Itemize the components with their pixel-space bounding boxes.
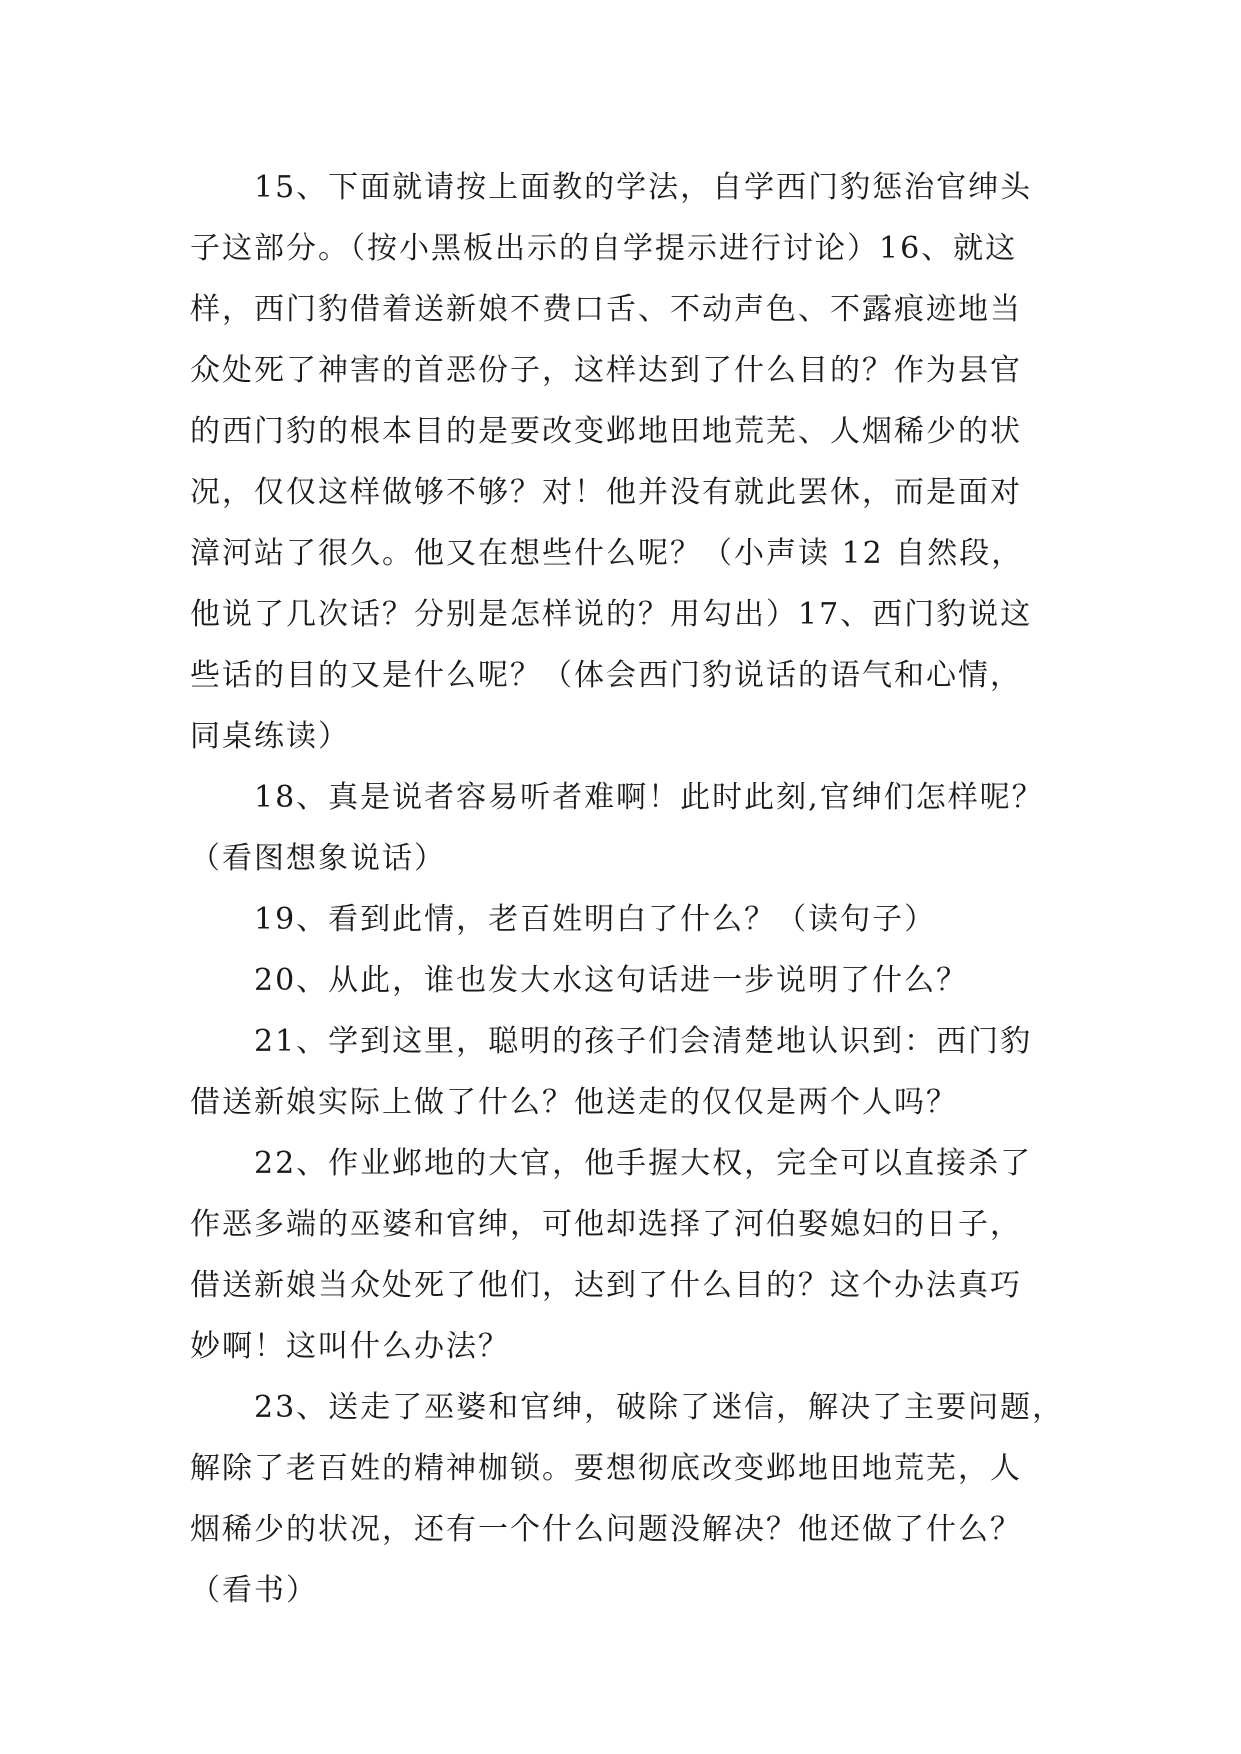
text-line: 烟稀少的状况，还有一个什么问题没解决？他还做了什么？ (190, 1512, 1022, 1547)
text-line: 借送新娘实际上做了什么？他送走的仅仅是两个人吗？ (190, 1085, 958, 1120)
text-line: 些话的目的又是什么呢？（体会西门豹说话的语气和心情， (190, 658, 1022, 693)
text-line: 样，西门豹借着送新娘不费口舌、不动声色、不露痕迹地当 (190, 292, 1022, 327)
text-line: 漳河站了很久。他又在想些什么呢？（小声读 12 自然段， (190, 536, 1024, 571)
paragraph-18 (190, 767, 1070, 889)
text-line: 妙啊！这叫什么办法？ (190, 1329, 510, 1364)
text-line: 同桌练读） (190, 719, 350, 754)
paragraph-23 (190, 1377, 1070, 1621)
paragraph-15-17 (190, 157, 1070, 767)
text-line: （看图想象说话） (190, 841, 446, 876)
text-line: 21、学到这里，聪明的孩子们会清楚地认识到：西门豹 (254, 1024, 1033, 1059)
text-line: 19、看到此情，老百姓明白了什么？（读句子） (254, 902, 937, 937)
text-line: 他说了几次话？分别是怎样说的？用勾出）17、西门豹说这 (190, 597, 1033, 632)
text-line: 15、下面就请按上面教的学法，自学西门豹惩治官绅头 (254, 170, 1033, 205)
text-line: 况，仅仅这样做够不够？对！他并没有就此罢休，而是面对 (190, 475, 1022, 510)
text-line: 解除了老百姓的精神枷锁。要想彻底改变邺地田地荒芜，人 (190, 1451, 1022, 1486)
paragraph-21 (190, 1011, 1070, 1133)
paragraph-20 (190, 950, 1070, 1011)
text-line: 18、真是说者容易听者难啊！此时此刻,官绅们怎样呢？ (254, 780, 1044, 815)
text-line: （看书） (190, 1573, 318, 1608)
text-line: 20、从此，谁也发大水这句话进一步说明了什么？ (254, 963, 969, 998)
text-line: 的西门豹的根本目的是要改变邺地田地荒芜、人烟稀少的状 (190, 414, 1022, 449)
paragraph-22 (190, 1133, 1070, 1377)
text-line: 作恶多端的巫婆和官绅，可他却选择了河伯娶媳妇的日子， (190, 1207, 1022, 1242)
text-line: 22、作业邺地的大官，他手握大权，完全可以直接杀了 (254, 1146, 1033, 1181)
text-line: 23、送走了巫婆和官绅，破除了迷信，解决了主要问题， (254, 1390, 1065, 1425)
paragraph-19 (190, 889, 1070, 950)
document-page (190, 157, 1070, 1621)
text-line: 子这部分。（按小黑板出示的自学提示进行讨论）16、就这 (190, 231, 1018, 266)
text-line: 借送新娘当众处死了他们，达到了什么目的？这个办法真巧 (190, 1268, 1022, 1303)
text-line: 众处死了神害的首恶份子，这样达到了什么目的？作为县官 (190, 353, 1022, 388)
